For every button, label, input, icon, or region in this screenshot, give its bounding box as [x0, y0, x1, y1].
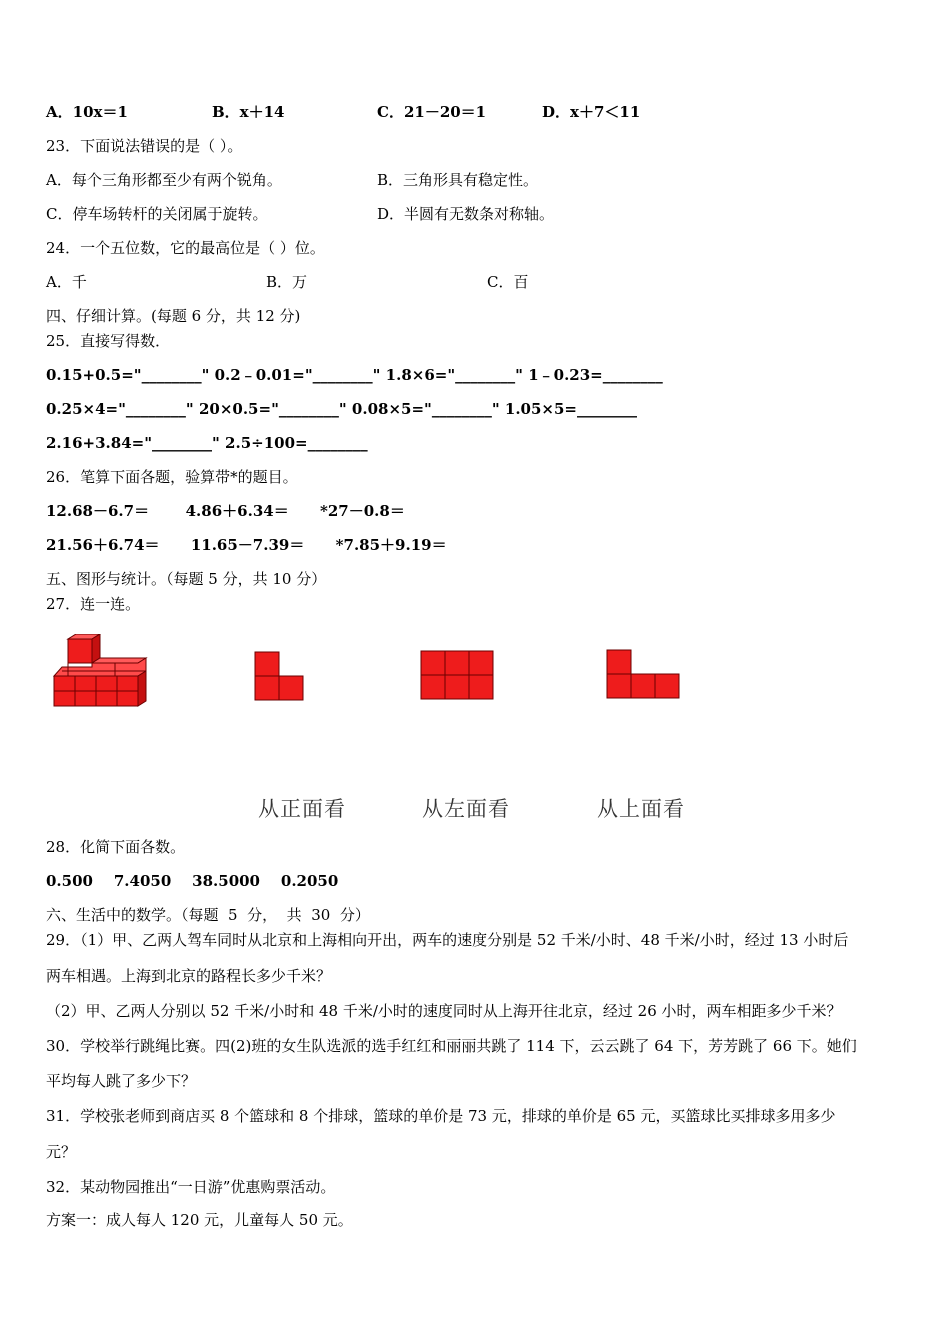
- q25-stem: 25．直接写得数．: [46, 332, 171, 350]
- q27-stem: 27．连一连。: [46, 595, 141, 613]
- q24-option-a: A．千: [46, 273, 87, 291]
- q30-line-1: 30．学校举行跳绳比赛。四(2)班的女生队选派的选手红红和丽丽共跳了 114 下，云云跳了 64 下，芳芳跳了 66 下。她们: [46, 1037, 857, 1055]
- q32-stem: 32．某动物园推出“一日游”优惠购票活动。: [46, 1178, 336, 1196]
- q28-numbers: 0.500 7.4050 38.5000 0.2050: [46, 872, 339, 890]
- q22-option-c: C．21－20＝1: [377, 103, 487, 121]
- q31-line-1: 31．学校张老师到商店买 8 个篮球和 8 个排球，篮球的单价是 73 元，排球的单价是 65 元，买篮球比买排球多用多少: [46, 1107, 836, 1125]
- q32-plan-1: 方案一：成人每人 120 元，儿童每人 50 元。: [46, 1211, 353, 1229]
- q24-option-c: C．百: [487, 273, 529, 291]
- q22-option-a: A．10x＝1: [46, 103, 128, 121]
- caption-front-view: 从正面看: [258, 797, 346, 821]
- q22-option-b: B．x＋14: [212, 103, 285, 121]
- caption-top-view: 从上面看: [597, 797, 685, 821]
- q26-stem: 26．笔算下面各题，验算带*的题目。: [46, 468, 298, 486]
- section-4-heading: 四、仔细计算。(每题 6 分，共 12 分): [46, 307, 301, 325]
- q28-stem: 28．化简下面各数。: [46, 838, 186, 856]
- section-5-heading: 五、图形与统计。（每题 5 分，共 10 分）: [46, 570, 327, 588]
- q23-option-b: B．三角形具有稳定性。: [377, 171, 539, 189]
- q24-option-b: B．万: [266, 273, 308, 291]
- q29-line-3: （2）甲、乙两人分别以 52 千米/小时和 48 千米/小时的速度同时从上海开往北京，经过 26 小时，两车相距多少千米？: [46, 1002, 842, 1020]
- caption-left-view: 从左面看: [422, 797, 510, 821]
- q24-stem: 24．一个五位数，它的最高位是（ ）位。: [46, 239, 325, 257]
- q25-row-3: 2.16+3.84="________" 2.5÷100=________: [46, 434, 368, 452]
- cube-solid-figure: [50, 634, 150, 710]
- q26-row-2: 21.56＋6.74＝ 11.65－7.39＝ *7.85＋9.19＝: [46, 536, 447, 554]
- top-view-figure: [606, 649, 680, 699]
- q23-stem: 23．下面说法错误的是（ ）。: [46, 137, 243, 155]
- q22-option-d: D．x＋7＜11: [542, 103, 641, 121]
- q25-row-2: 0.25×4="________" 20×0.5="________" 0.08×5="________" 1.05×5=________: [46, 400, 637, 418]
- q23-option-d: D．半圆有无数条对称轴。: [377, 205, 555, 223]
- q23-option-a: A．每个三角形都至少有两个锐角。: [46, 171, 282, 189]
- q23-option-c: C．停车场转杆的关闭属于旋转。: [46, 205, 268, 223]
- q30-line-2: 平均每人跳了多少下？: [46, 1072, 197, 1090]
- left-view-figure: [420, 650, 494, 700]
- q26-row-1: 12.68－6.7＝ 4.86＋6.34＝ *27－0.8＝: [46, 502, 405, 520]
- section-6-heading: 六、生活中的数学。（每题 5 分， 共 30 分）: [46, 906, 370, 924]
- front-view-figure: [254, 651, 304, 701]
- q25-row-1: 0.15+0.5="________" 0.2﹣0.01="________" 1.8×6="________" 1﹣0.23=________: [46, 366, 663, 384]
- q29-line-1: 29．（1）甲、乙两人驾车同时从北京和上海相向开出，两车的速度分别是 52 千米/小时、48 千米/小时，经过 13 小时后: [46, 931, 849, 949]
- q29-line-2: 两车相遇。上海到北京的路程长多少千米？: [46, 967, 332, 985]
- q31-line-2: 元？: [46, 1143, 77, 1161]
